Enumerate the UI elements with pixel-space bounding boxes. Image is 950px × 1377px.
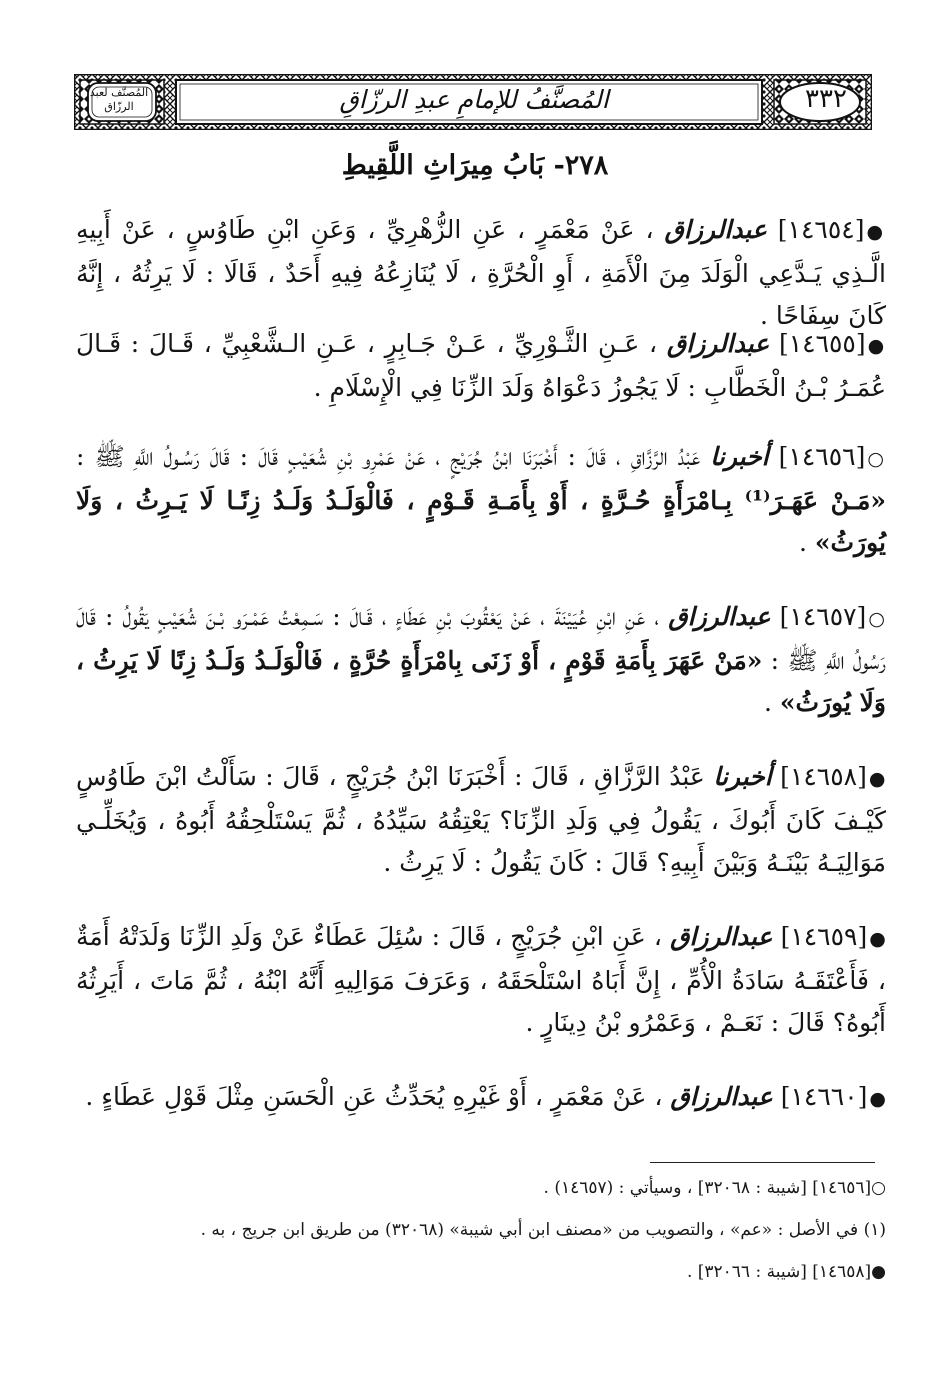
footnote-source-14656: ○[١٤٦٥٦] [شيبة : ٣٢٠٦٨] ، وسيأتي : (١٤٦٥٧) . [543, 1178, 886, 1198]
hadith-end: . [763, 688, 772, 717]
hadith-14656 [76, 436, 886, 564]
chapter-title: ٢٧٨- بَابُ مِيرَاثِ اللَّقِيطِ [341, 150, 609, 181]
hadith-number: [١٤٦٥٩] [780, 922, 868, 951]
hadith-number: [١٤٦٦٠] [780, 1082, 868, 1111]
hadith-text: عَبْدُ الرَّزَّاقِ ، قَالَ : أَخْبَرَنَا ابْنُ جُرَيْجٍ ، قَالَ : سَأَلْتُ ابْنَ طَاوُسٍ كَيْـفَ كَانَ أَبُوكَ ، يَقُولُ فِي وَلَدِ الزِّنَا؟ يَعْتِقُهُ سَيِّدُهُ ، ثُمَّ يَسْتَلْحِقُهُ أَبُوهُ ، وَيُخَلِّـي مَوَالِيَـهُ بَيْنَـهُ وَبَيْنَ أَبِيهِ؟ قَالَ : كَانَ يَقُولُ : لَا يَرِثُ . [76, 762, 886, 877]
hadith-marker: ● [869, 928, 886, 950]
hadith-narrator: عبدالرزاق [664, 215, 767, 244]
footnote-source-14658: ●[١٤٦٥٨] [شيبة : ٣٢٠٦٦] . [686, 1262, 886, 1282]
hadith-number: [١٤٦٥٦] [778, 442, 866, 471]
hadith-narrator: عبدالرزاق [670, 1082, 773, 1111]
prophetic-saying: «مَـنْ عَهَـرَ⁽¹⁾ بِـامْرَأَةٍ حُـرَّةٍ ، أَوْ بِأَمَـةِ قَـوْمٍ ، فَالْوَلَـدُ وَلَـدُ زِنًـا لَا يَـرِثُ ، وَلَا يُورَثُ» [76, 486, 886, 557]
hadith-marker: ● [866, 221, 886, 243]
hadith-narrator: أخبرنا [713, 762, 772, 791]
hadith-narrator: عبدالرزاق [668, 602, 771, 631]
hadith-text: ، عَنْ مَعْمَرٍ ، عَنِ الزُّهْرِيِّ ، وَعَنِ ابْنِ طَاوُسٍ ، عَنْ أَبِيهِ الَّـذِي يَـدَّعِي الْوَلَدَ مِنَ الْأَمَةِ ، أَوِ الْحُرَّةِ ، لَا يُنَازِعُهُ فِيهِ أَحَدٌ ، قَالَا : لَا يَرِثُهُ ، إِنَّهُ كَانَ سِفَاحًا . [76, 215, 886, 330]
hadith-14654 [76, 209, 886, 337]
hadith-narrator: أخبرنا [710, 442, 769, 471]
hadith-text: ، عَنِ ابْنِ جُرَيْجٍ ، قَالَ : سُئِلَ عَطَاءٌ عَنْ وَلَدِ الزِّنَا وَلَدَتْهُ أَمَةٌ ، فَأَعْتَقَـهُ سَادَةُ الْأُمِّ ، إِنَّ أَبَاهُ اسْتَلْحَقَهُ ، وَعَرَفَ مَوَالِيهِ أَنَّهُ ابْنُهُ ، ثُمَّ مَاتَ ، أَيَرِثُهُ أَبُوهُ؟ قَالَ : نَعَـمْ ، وَعَمْرُو بْنُ دِينَارٍ . [76, 922, 886, 1037]
hadith-14659 [76, 916, 886, 1044]
footnote-divider [650, 1162, 875, 1163]
hadith-end: . [798, 528, 807, 557]
hadith-text: عَبْدُ الرَّزَّاقِ ، قَالَ : أَخْبَرَنَا ابْنُ جُرَيْجٍ ، عَنْ عَمْرِو بْنِ شُعَيْبٍ قَالَ : قَالَ رَسُـولُ اللَّهِ ﷺ : [76, 442, 701, 471]
hadith-14660 [76, 1076, 886, 1120]
prophetic-saying: «مَنْ عَهَرَ بِأَمَةِ قَوْمٍ ، أَوْ زَنَى بِامْرَأَةٍ حُرَّةٍ ، فَالْوَلَـدُ وَلَـدُ زِنًا لَا يَرِثُ ، وَلَا يُورَثُ» [76, 646, 886, 717]
hadith-marker: ● [869, 1088, 886, 1110]
hadith-text: ، عَنِ ابْنِ عُيَيْنَةَ ، عَنْ يَعْقُوبَ بْنِ عَطَاءٍ ، قَـالَ : سَـمِعْتُ عَمْـرَو بْـنَ شُعَيْبٍ يَقُولُ : قَالَ رَسُولُ اللَّهِ ﷺ : [76, 602, 887, 675]
hadith-marker: ○ [867, 448, 886, 470]
hadith-number: [١٤٦٥٧] [779, 602, 867, 631]
hadith-number: [١٤٦٥٥] [778, 329, 866, 358]
page-number: ٣٣٢ [805, 84, 847, 114]
hadith-marker: ● [867, 335, 886, 357]
hadith-14657 [76, 596, 886, 724]
hadith-text: ، عَنْ مَعْمَرٍ ، أَوْ غَيْرِهِ يُحَدِّثُ عَنِ الْحَسَنِ مِثْلَ قَوْلِ عَطَاءٍ . [85, 1082, 663, 1111]
hadith-marker: ● [868, 768, 886, 790]
book-emblem: المُصنَّف لعبد الرزّاق [89, 86, 149, 113]
book-title: المُصنَّفُ للإمامِ عبدِ الرزّاقِ [339, 85, 609, 114]
hadith-text: ، عَـنِ الثَّـوْرِيِّ ، عَـنْ جَـابِرٍ ، عَـنِ الـشَّعْبِيِّ ، قَـالَ : قَـالَ عُمَـرُ بْـنُ الْخَطَّابِ : لَا يَجُوزُ دَعْوَاهُ وَلَدَ الزِّنَا فِي الْإِسْلَامِ . [76, 329, 886, 402]
hadith-narrator: عبدالرزاق [670, 922, 773, 951]
hadith-narrator: عبدالرزاق [666, 329, 770, 358]
hadith-number: [١٤٦٥٤] [777, 215, 865, 244]
footnote-1: (١) في الأصل : «عم» ، والتصويب من «مصنف ابن أبي شيبة» (٣٢٠٦٨) من طريق ابن جريج ، به . [200, 1220, 886, 1240]
hadith-marker: ○ [868, 608, 886, 630]
hadith-14655 [76, 323, 886, 409]
hadith-number: [١٤٦٥٨] [780, 762, 867, 791]
page-header [74, 74, 872, 130]
hadith-14658 [76, 756, 886, 884]
